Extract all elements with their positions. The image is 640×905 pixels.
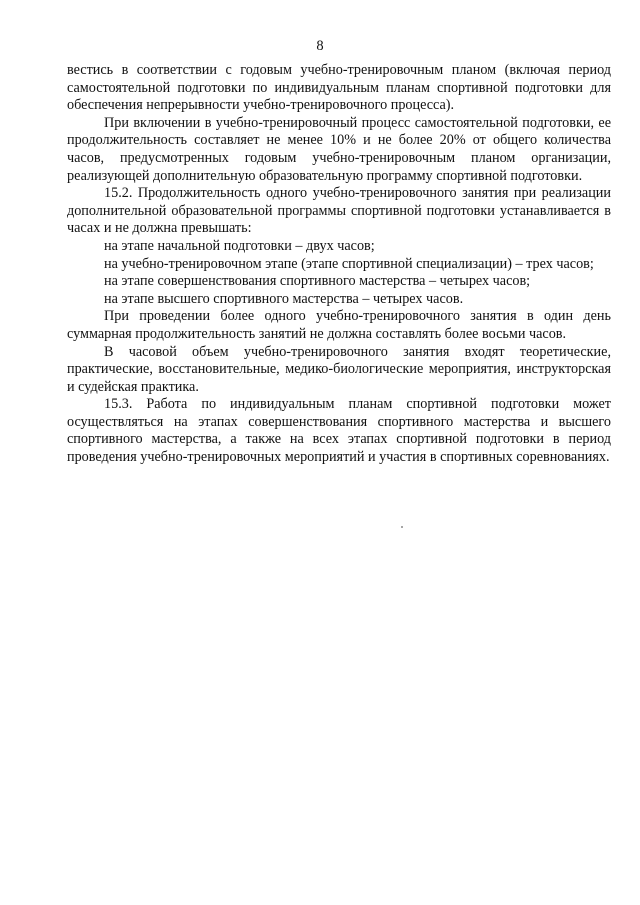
- scan-speck: [401, 526, 403, 528]
- list-item-initial-stage: на этапе начальной подготовки – двух часов;: [104, 237, 375, 254]
- paragraph-15-3: 15.3. Работа по индивидуальным планам спортивной подготовки может осуществляться на этапах совершенствования спортивного мастерства и высшего спортивного мастерства, а также на всех этапах спортивной подготовки в период проведения учебно-тренировочных мероприятий и участия в спортивных соревнованиях.: [67, 396, 611, 466]
- page-number: 8: [316, 38, 324, 54]
- paragraph-self-training: При включении в учебно-тренировочный процесс самостоятельной подготовки, ее продолжительность составляет не менее 10% и не более 20% от общего количества часов, предусмотренных годовым учебно-тренировочным планом организации, реализующей дополнительную образовательную программу спортивной подготовки.: [67, 114, 611, 184]
- paragraph-daily-limit: При проведении более одного учебно-тренировочного занятия в один день суммарная продолжительность занятий не должна составлять более восьми часов.: [67, 308, 611, 342]
- list-item-training-stage: на учебно-тренировочном этапе (этапе спортивной специализации) – трех часов;: [104, 255, 594, 272]
- paragraph-hour-volume: В часовой объем учебно-тренировочного занятия входят теоретические, практические, восстановительные, медико-биологические мероприятия, инструкторская и судейская практика.: [67, 343, 611, 395]
- paragraph-15-2: 15.2. Продолжительность одного учебно-тренировочного занятия при реализации дополнительной образовательной программы спортивной подготовки устанавливается в часах и не должна превышать:: [67, 185, 611, 237]
- list-item-improvement-stage: на этапе совершенствования спортивного мастерства – четырех часов;: [104, 273, 531, 290]
- document-body: [67, 62, 611, 467]
- list-item-highest-stage: на этапе высшего спортивного мастерства – четырех часов.: [104, 290, 464, 307]
- paragraph-continuation: вестись в соответствии с годовым учебно-тренировочным планом (включая период самостоятельной подготовки по индивидуальным планам спортивной подготовки для обеспечения непрерывности учебно-тренировочного процесса).: [67, 62, 611, 114]
